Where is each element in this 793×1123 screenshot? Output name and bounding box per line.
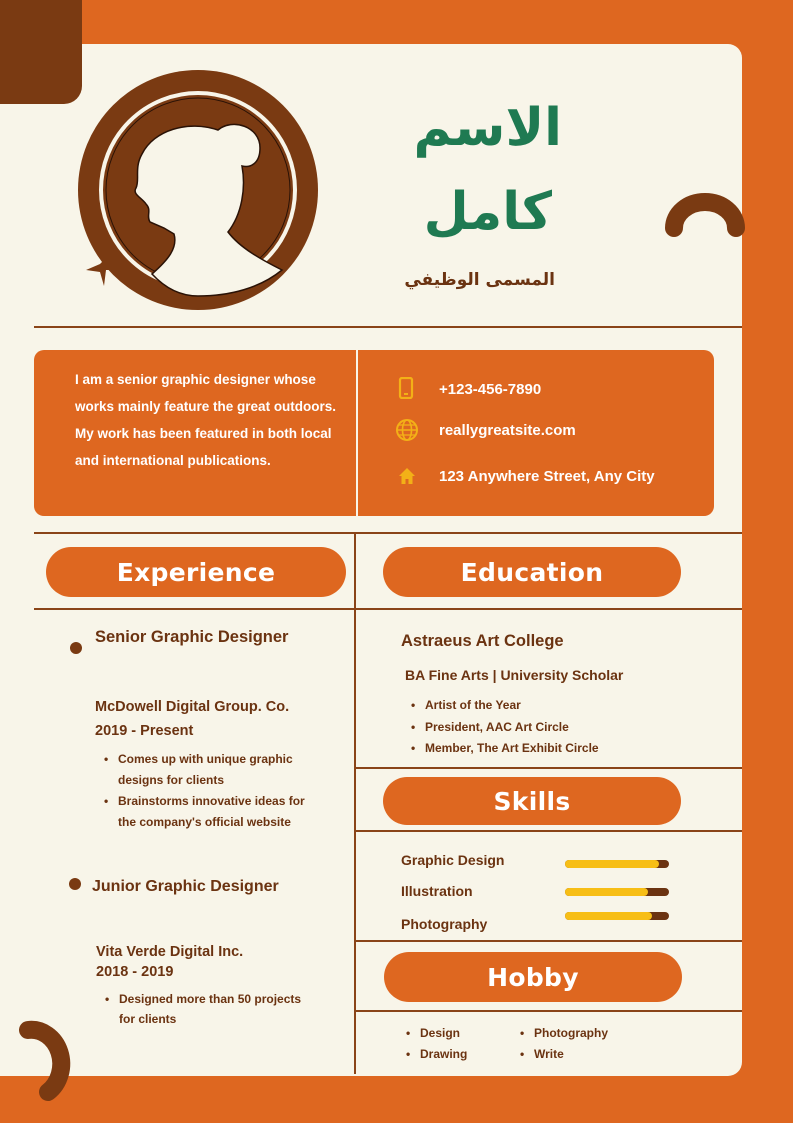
skill-bar-fill: [565, 860, 659, 868]
job-bullets-2: [105, 989, 345, 1029]
list-item: • Write: [520, 1044, 608, 1065]
list-item: • Photography: [520, 1023, 608, 1044]
phone-icon: [398, 377, 416, 399]
divider: [34, 326, 742, 328]
name-line-2: كامل: [423, 182, 552, 242]
info-box-divider: [356, 350, 358, 516]
skill-bar: [565, 860, 669, 868]
skill-label: Illustration: [401, 883, 473, 899]
home-icon: [398, 467, 416, 485]
timeline-dot: [70, 642, 82, 654]
divider: [356, 1010, 742, 1012]
divider: [356, 767, 742, 769]
education-heading: Education: [383, 547, 681, 597]
skill-bar: [565, 888, 669, 896]
divider: [356, 830, 742, 832]
hobby-heading: Hobby: [384, 952, 682, 1002]
list-item: • Drawing: [406, 1044, 467, 1065]
skill-bar-fill: [565, 912, 652, 920]
list-item: • Brainstorms innovative ideas for the company's official website: [104, 791, 344, 833]
company-2: Vita Verde Digital Inc.: [96, 944, 244, 960]
skills-heading: Skills: [383, 777, 681, 825]
period-1: 2019 - Present: [95, 723, 194, 739]
divider: [34, 608, 742, 610]
school-name: Astraeus Art College: [401, 632, 564, 650]
globe-icon: [395, 418, 419, 442]
list-item: • Member, The Art Exhibit Circle: [411, 738, 599, 760]
skill-label: Graphic Design: [401, 852, 505, 868]
divider: [34, 532, 742, 534]
list-item: • Designed more than 50 projects for clients: [105, 989, 345, 1029]
period-2: 2018 - 2019: [96, 964, 174, 980]
bio-text: I am a senior graphic designer whose works mainly feature the great outdoors. My work has been featured in both local and international publications.: [75, 372, 337, 468]
hobby-list-1: [406, 1023, 467, 1065]
divider: [356, 940, 742, 942]
job-bullets-1: [104, 749, 344, 833]
list-item: • President, AAC Art Circle: [411, 717, 599, 739]
experience-heading: Experience: [46, 547, 346, 597]
arch-decoration-icon: [660, 186, 750, 238]
skill-bar: [565, 912, 669, 920]
address-text: 123 Anywhere Street, Any City: [439, 468, 655, 485]
list-item: • Design: [406, 1023, 467, 1044]
company-1: McDowell Digital Group. Co.: [95, 699, 290, 715]
job-title-1: Senior Graphic Designer: [95, 628, 289, 646]
job-title: المسمى الوظيفي: [404, 270, 555, 290]
education-bullets: [411, 695, 599, 760]
website-text[interactable]: reallygreatsite.com: [439, 422, 576, 439]
degree: BA Fine Arts | University Scholar: [405, 667, 624, 683]
job-title-2: Junior Graphic Designer: [92, 878, 279, 895]
skill-label: Photography: [401, 916, 488, 932]
timeline-dot: [69, 878, 81, 890]
phone-text[interactable]: +123-456-7890: [439, 381, 542, 398]
skill-bar-fill: [565, 888, 648, 896]
avatar: [70, 64, 330, 320]
hobby-list-2: [520, 1023, 608, 1065]
list-item: • Artist of the Year: [411, 695, 599, 717]
column-divider: [354, 534, 356, 1074]
list-item: • Comes up with unique graphic designs for clients: [104, 749, 344, 791]
arc-decoration-icon: [10, 1010, 80, 1105]
name-line-1: الاسم: [413, 98, 562, 158]
